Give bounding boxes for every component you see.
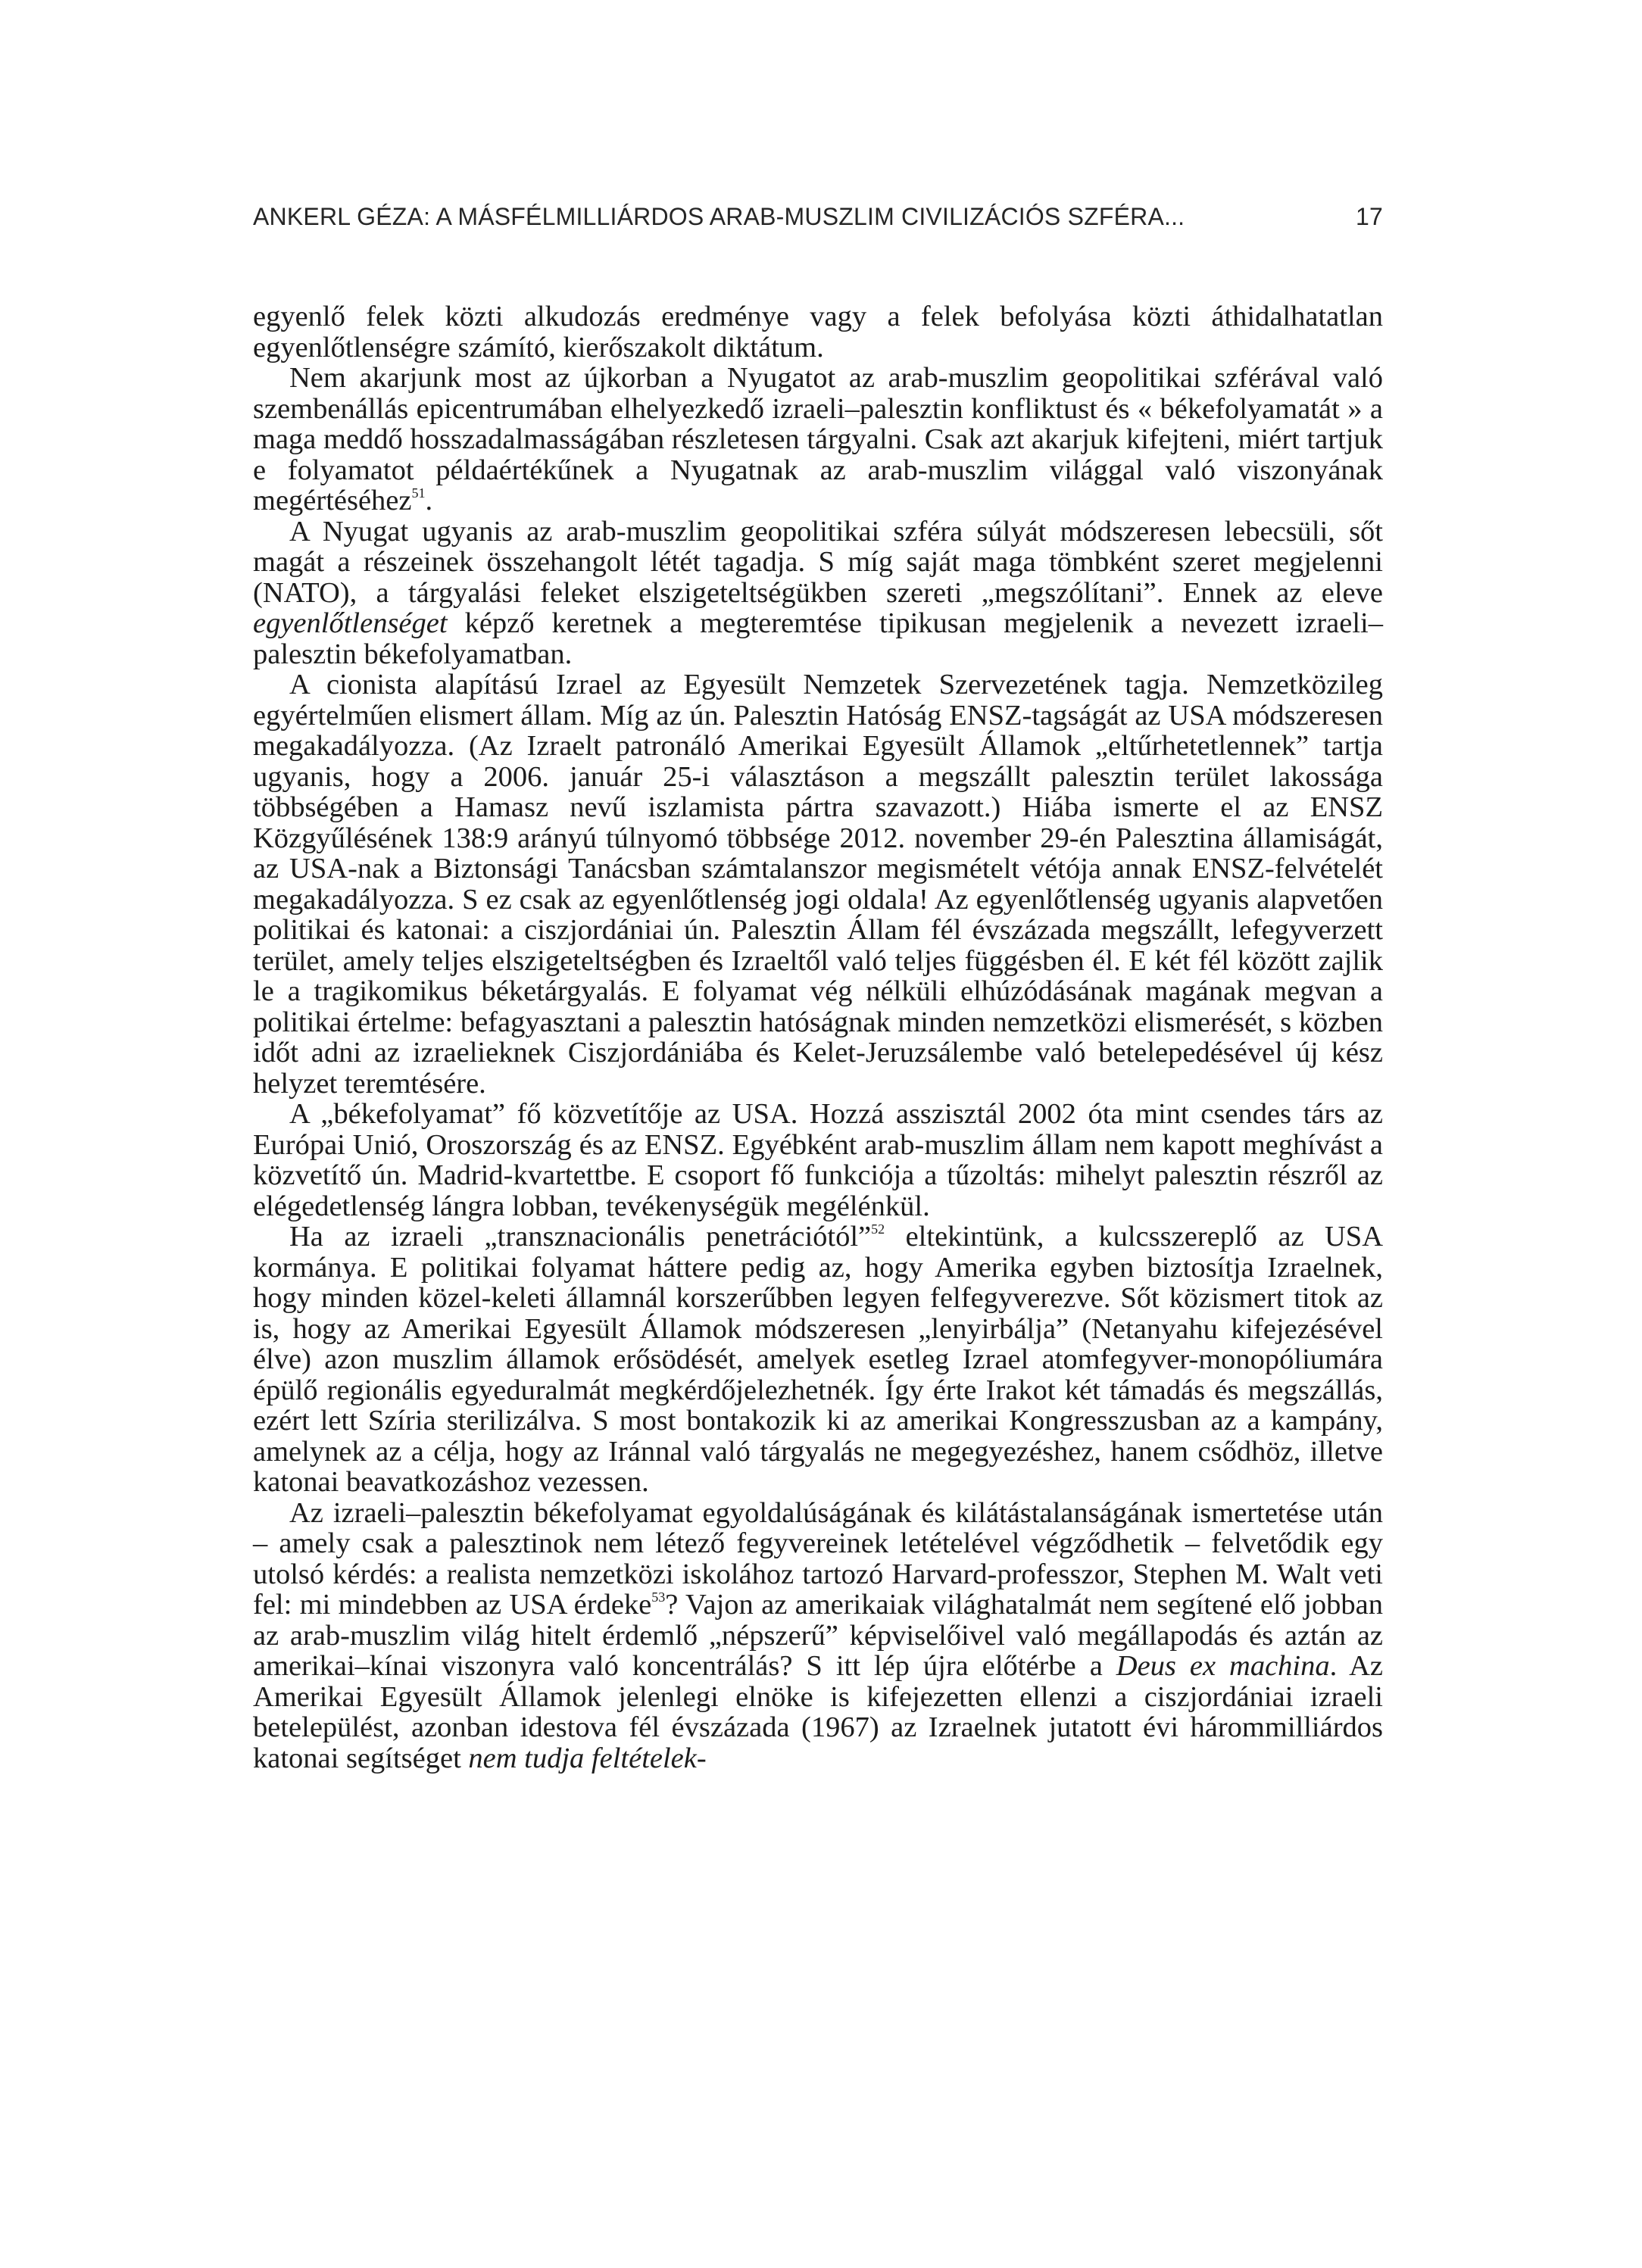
- footnote-ref-52: 52: [871, 1221, 885, 1237]
- paragraph-4: [253, 669, 1383, 1099]
- paragraph-text: A cionista alapítású Izrael az Egyesült Nemzetek Szervezetének tagja. Nemzetközileg egyértelműen elismert állam. Míg az ún. Palesztin Hatóság ENSZ-tagságát az USA módszeresen megakadályozza. (Az Izraelt patronáló Amerikai Egyesült Államok „eltűrhetetlennek” tartja ugyanis, hogy a 2006. január 25-i választáson a megszállt palesztin terület lakossága többségében a Hamasz nevű iszlamista pártra szavazott.) Hiába ismerte el az ENSZ Közgyűlésének 138:9 arányú túlnyomó többsége 2012. november 29-én Palesztina államiságát, az USA-nak a Biztonsági Tanácsban számtalanszor megismételt vétója annak ENSZ-felvételét megakadályozza. S ez csak az egyenlőtlenség jogi oldala! Az egyenlőtlenség ugyanis alapvetően politikai és katonai: a ciszjordániai ún. Palesztin Állam fél évszázada megszállt, lefegyverzett terület, amely teljes elszigeteltségben és Izraeltől való teljes függésben él. E két fél között zajlik le a tragikomikus béketárgyalás. E folyamat vég nélküli elhúzódásának magának megvan a politikai értelme: befagyasztani a palesztin hatóságnak minden nemzetközi elismerését, s közben időt adni az izraelieknek Ciszjordániába és Kelet-Jeruzsálembe való betelepedésével új kész helyzet teremtésére.: [253, 669, 1383, 1100]
- emphasis-text: Deus ex machina: [1116, 1650, 1330, 1682]
- running-title: ANKERL GÉZA: A MÁSFÉLMILLIÁRDOS ARAB-MUSZLIM CIVILIZÁCIÓS SZFÉRA...: [253, 203, 1185, 230]
- paragraph-text: egyenlő felek közti alkudozás eredménye vagy a felek befolyása közti áthidalhatatlan egyenlőtlenségre számító, kierőszakolt diktátum.: [253, 301, 1383, 363]
- paragraph-text: Ha az izraeli „transznacionális penetrációtól”: [289, 1221, 872, 1253]
- paragraph-text: .: [425, 485, 433, 516]
- paragraph-text: . Az Amerikai Egyesült Államok jelenlegi elnöke is kifejezetten ellenzi a ciszjordániai izraeli betelepülést, azonban idestova fél évszázada (1967) az Izraelnek jutatott évi hárommilliárdos katonai segítséget: [253, 1650, 1383, 1774]
- paragraph-1: [253, 301, 1383, 363]
- emphasis-text: egyenlőtlenséget: [253, 607, 448, 639]
- paragraph-text: képző keretnek a megteremtése tipikusan megjelenik a nevezett izraeli–palesztin békefolyamatban.: [253, 607, 1383, 670]
- paragraph-text: A „békefolyamat” fő közvetítője az USA. Hozzá asszisztál 2002 óta mint csendes társ az Európai Unió, Oroszország és az ENSZ. Egyébként arab-muszlim állam nem kapott meghívást a közvetítő ún. Madrid-kvartettbe. E csoport fő funkciója a tűzoltás: mihelyt palesztin részről az elégedetlenség lángra lobban, tevékenységük megélénkül.: [253, 1098, 1383, 1222]
- paragraph-6: [253, 1221, 1383, 1498]
- paragraph-5: [253, 1099, 1383, 1221]
- body-text: [253, 301, 1383, 1774]
- footnote-ref-53: 53: [651, 1589, 666, 1605]
- paragraph-text: Az izraeli–palesztin békefolyamat egyoldalúságának és kilátástalanságának ismertetése után – amely csak a palesztinok nem létező fegyvereinek letételével végződhetik – felvetődik egy utolsó kérdés: a realista nemzetközi iskolához tartozó Harvard-professzor, Stephen M. Walt veti fel: mi mindebben az USA érdeke: [253, 1496, 1383, 1621]
- paragraph-3: [253, 516, 1383, 670]
- footnote-ref-51: 51: [411, 485, 426, 501]
- paragraph-7: [253, 1498, 1383, 1774]
- paragraph-text: eltekintünk, a kulcsszereplő az USA kormánya. E politikai folyamat háttere pedig az, hogy Amerika egyben biztosítja Izraelnek, hogy minden közel-keleti államnál korszerűbben legyen felfegyverezve. Sőt közismert titok az is, hogy az Amerikai Egyesült Államok módszeresen „lenyirbálja” (Netanyahu kifejezésével élve) azon muszlim államok erősödését, amelyek esetleg Izrael atomfegyver-monopóliumára épülő regionális egyeduralmát megkérdőjelezhetnék. Így érte Irakot két támadás és megszállás, ezért lett Szíria sterilizálva. S most bontakozik ki az amerikai Kongresszusban az a kampány, amelynek az a célja, hogy az Iránnal való tárgyalás ne megegyezéshez, hanem csődhöz, illetve katonai beavatkozáshoz vezessen.: [253, 1221, 1383, 1498]
- paragraph-text: Nem akarjunk most az újkorban a Nyugatot az arab-muszlim geopolitikai szférával való szembenállás epicentrumában elhelyezkedő izraeli–palesztin konfliktust és « békefolyamatát » a maga meddő hosszadalmasságában részletesen tárgyalni. Csak azt akarjuk kifejteni, miért tartjuk e folyamatot példaértékűnek a Nyugatnak az arab-muszlim világgal való viszonyának megértéséhez: [253, 362, 1383, 516]
- emphasis-text: nem tudja feltételek-: [468, 1742, 707, 1774]
- paragraph-text: A Nyugat ugyanis az arab-muszlim geopolitikai szféra súlyát módszeresen lebecsüli, sőt magát a részeinek összehangolt létét tagadja. S míg saját maga tömbként szeret megjelenni (NATO), a tárgyalási feleket elszigeteltségükben szereti „megszólítani”. Ennek az eleve: [253, 515, 1383, 609]
- running-header: [253, 203, 1383, 241]
- page-number: 17: [1356, 203, 1383, 230]
- paragraph-2: [253, 363, 1383, 516]
- paragraph-text: ? Vajon az amerikaiak világhatalmát nem segítené elő jobban az arab-muszlim világ hitelt érdemlő „népszerű” képviselőivel való megállapodás és aztán az amerikai–kínai viszonyra való koncentrálás? S itt lép újra előtérbe a: [253, 1589, 1383, 1682]
